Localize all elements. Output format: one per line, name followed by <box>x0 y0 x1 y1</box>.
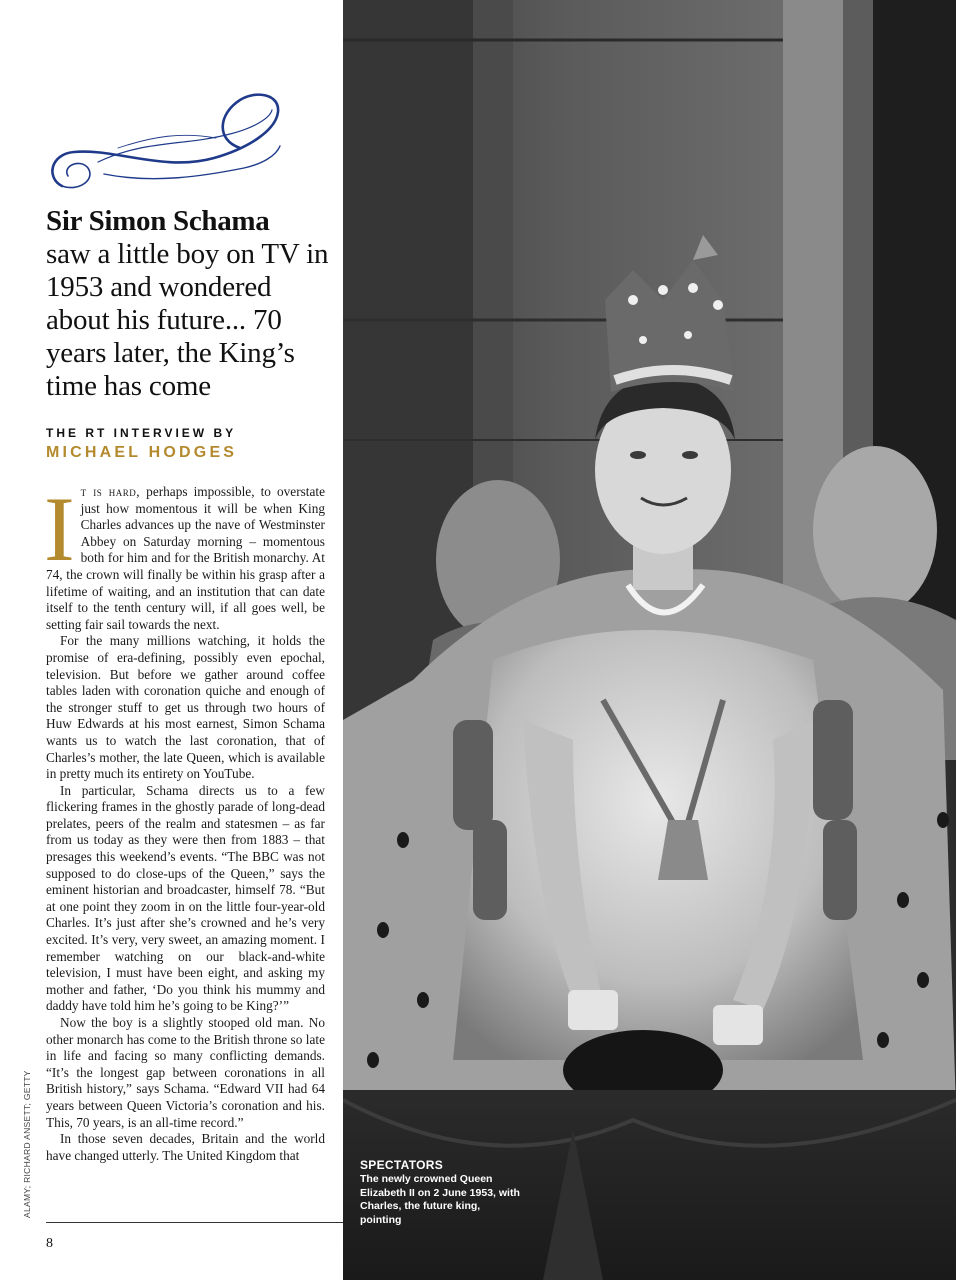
lead-in: t is hard, <box>80 484 141 499</box>
footer-rule <box>46 1222 343 1223</box>
headline-name: Sir Simon Schama <box>46 205 270 237</box>
headline <box>46 205 336 403</box>
page-number: 8 <box>46 1236 53 1251</box>
photo-caption <box>360 1157 520 1227</box>
drop-cap: I <box>44 478 75 580</box>
paragraph-text: perhaps impossible, to overstate just how momentous it will be when King Charles advances up the nave of Westminster Abbey on Saturday morning – momentous both for him and for the British monarchy. At 74, the crown will finally be within his grasp after a lifetime of waiting, and an institution that can date itself to the tenth century will, if all goes well, be setting fair sail towards the next. <box>46 484 325 632</box>
article-paragraph <box>44 478 325 633</box>
article-paragraph: For the many millions watching, it holds the promise of era-defining, possibly even epochal, television. But before we gather around coffee tables laden with coronation quiche and enough of the stronger stuff to get us through two hours of Huw Edwards at his most earnest, Simon Schama wants us to watch the last coronation, that of Charles’s mother, the late Queen, which is available in pretty much its entirety on YouTube. <box>46 633 325 782</box>
coronation-photo <box>343 0 956 1280</box>
decorative-flourish-icon <box>44 88 284 198</box>
photo-illustration <box>343 0 956 1280</box>
headline-text: saw a little boy on TV in 1953 and wondered about his future... 70 years later, the King’s time has come <box>46 238 329 402</box>
text-column <box>0 0 343 1280</box>
caption-title: SPECTATORS <box>360 1158 444 1172</box>
photo-credit: ALAMY; RICHARD ANSETT; GETTY <box>22 1070 32 1218</box>
byline-author: MICHAEL HODGES <box>46 444 238 461</box>
byline-label: THE RT INTERVIEW BY <box>46 426 237 440</box>
byline <box>46 424 336 464</box>
article-paragraph: Now the boy is a slightly stooped old man. No other monarch has come to the British throne so late in life and facing so many conflicting demands. “It’s the longest gap between coronations in all British history,” says Schama. “Edward VII had 64 years between Queen Victoria’s coronation and his. This, 70 years, is an all-time record.” <box>46 1015 325 1130</box>
article-paragraph: In those seven decades, Britain and the world have changed utterly. The United Kingdom that <box>46 1131 325 1163</box>
caption-text: The newly crowned Queen Elizabeth II on 2 June 1953, with Charles, the future king, pointing <box>360 1173 520 1226</box>
article-body <box>44 478 325 1164</box>
article-paragraph: In particular, Schama directs us to a few flickering frames in the ghostly parade of long-dead prelates, peers of the realm and statesmen – as far from us today as they were then from 1883 – that presages this weekend’s events. “The BBC was not supposed to do close-ups of the Queen,” says the eminent historian and broadcaster, himself 78. “But at one point they zoom in on the little four-year-old Charles. It’s just after she’s crowned and he’s very excited. It’s very, very sweet, an amazing moment. I remember watching on our black-and-white television, I must have been eight, and asking my mother and father, ‘Do you think his mummy and daddy have told him he’s going to be King?’” <box>46 782 325 1014</box>
